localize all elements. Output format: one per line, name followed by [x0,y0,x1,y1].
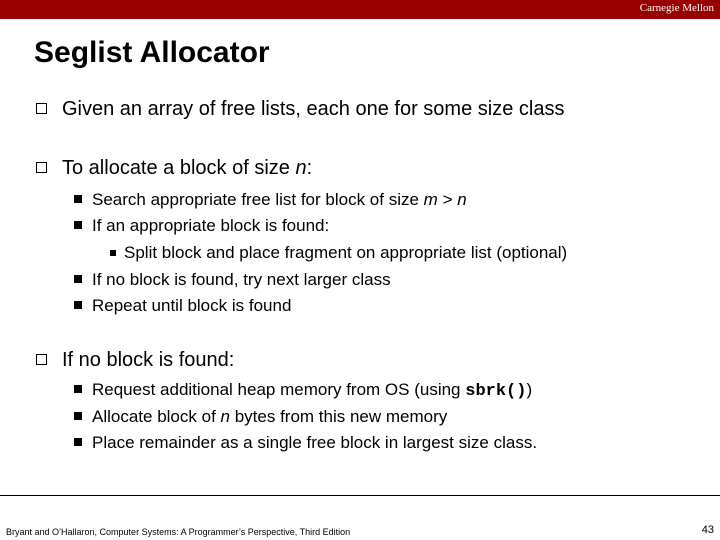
footer-divider [0,495,720,496]
slide-title: Seglist Allocator [34,36,270,69]
square-bullet-icon [110,250,116,256]
var-n: n [295,157,307,179]
bullet-1-text: Given an array of free lists, each one for some size class [62,98,565,120]
institution-name: Carnegie Mellon [639,2,714,14]
square-bullet-icon [74,221,82,229]
checkbox-bullet-icon [36,103,47,114]
checkbox-bullet-icon [36,162,47,173]
square-bullet-icon [74,438,82,446]
bullet-2-text: To allocate a block of size n: [62,157,313,179]
page-number: 43 [701,524,714,536]
checkbox-bullet-icon [36,354,47,365]
square-bullet-icon [74,412,82,420]
header-bar [0,0,720,19]
code-sbrk: sbrk() [465,382,527,401]
bullet-3-text: If no block is found: [62,349,235,371]
square-bullet-icon [74,275,82,283]
square-bullet-icon [74,195,82,203]
square-bullet-icon [74,301,82,309]
footer-citation: Bryant and O’Hallaron, Computer Systems: A Programmer’s Perspective, Third Edition [6,527,351,537]
square-bullet-icon [74,385,82,393]
